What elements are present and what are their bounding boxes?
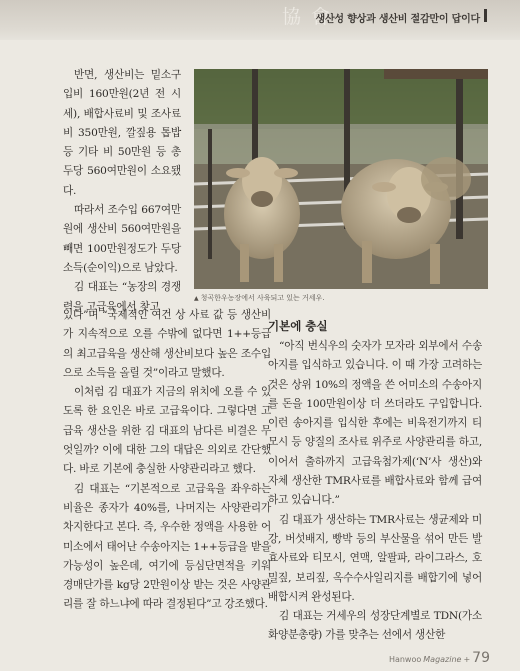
header-bar-mark [484,9,487,22]
paragraph: “아직 번식우의 숫자가 모자라 외부에서 수송아지를 입식하고 있습니다. 이 때 가장 고려하는 것은 상위 10%의 정액을 쓴 어미소의 수송아지를 돈을 100만원이상 더 쓰더라도 구입합니다. 이런 송아지를 입식한 후에는 비육전기까지 티모시 등 양질의 조사료 위주로 사양관리를 하고, 이어서 출하까지 고급육첨가제(‘N’사 생산)와 자체 생산한 TMR사료를 배합사료와 함께 급여하고 있습니다.” [268,340,482,507]
paragraph: 김 대표는 “농장의 경쟁력을 고급육에서 찾고 [63,281,181,313]
paragraph: 이처럼 김 대표가 지금의 위치에 오를 수 있도록 한 요인은 바로 고급육이다. 그렇다면 고급육 생산을 위한 김 대표의 남다른 비결은 무엇일까? 이에 대한 그의 대답은 의외로 간단했다. 바로 기본에 충실한 사양관리라고 했다. [63,386,271,476]
paragraph: 김 대표는 거세우의 성장단계별로 TDN(가소화양분총량) 가를 맞추는 선에서 생산한 [268,610,482,642]
left-column-full [63,306,271,615]
caption-triangle-icon: ▲ [194,295,199,302]
section-subheading: 기본에 충실 [268,319,328,333]
footer-brand: Hanwoo [388,655,422,664]
footer-plus: + [463,655,471,664]
paragraph: 김 대표는 “기본적으로 고급육을 좌우하는 비율은 종자가 40%를, 나머지는 사양관리가 차지한다고 본다. 즉, 우수한 정액을 사용한 어미소에서 태어난 수송아지는 1++등급을 받을 가능성이 높은데, 여기에 등심단면적을 키워 경매단가를 kg당 2만원이상 받는 것은 사양관리를 잘 하느냐에 따라 결정된다”고 강조했다. [63,482,271,611]
paragraph: 김 대표가 생산하는 TMR사료는 생균제와 미강, 버섯배지, 빵박 등의 부산물을 섞어 만든 발효사료와 티모시, 연맥, 알팔파, 라이그라스, 호밀짚, 보리짚, 옥수수사일리지를 배합기에 넣어 배합시켜 완성된다. [268,513,482,603]
page-footer [389,647,490,666]
page-number: 79 [472,650,490,666]
caption-text: 청곡한우농장에서 사육되고 있는 거세우. [200,294,325,302]
right-column [268,337,482,646]
cattle-photo [194,69,488,289]
paragraph: 따라서 조수입 667여만원에 생산비 560여만원을 빼면 100만원정도가 두당 소득(순이익)으로 남았다. [63,204,181,274]
running-header-title: 생산성 향상과 생산비 절감만이 답이다 [315,14,480,25]
photo-caption [194,293,324,303]
left-column-narrow [63,66,181,317]
paragraph: 있다”며 “국제적인 여건 상 사료 값 등 생산비가 지속적으로 오를 수밖에 없다면 1++등급의 최고급육을 생산해 생산비보다 높은 조수입으로 소득을 올릴 것”이라고 말했다. [63,309,271,379]
header-watermark: 協 會 [282,6,333,28]
paragraph: 반면, 생산비는 밑소구입비 160만원(2년 전 시세), 배합사료비 및 조사료비 350만원, 깔짚용 톱밥 등 기타 비 50만원 등 총 두당 560여만원이 소요됐다. [63,69,181,197]
footer-magazine: Magazine [423,655,462,664]
cattle-photo-illustration [194,69,488,289]
